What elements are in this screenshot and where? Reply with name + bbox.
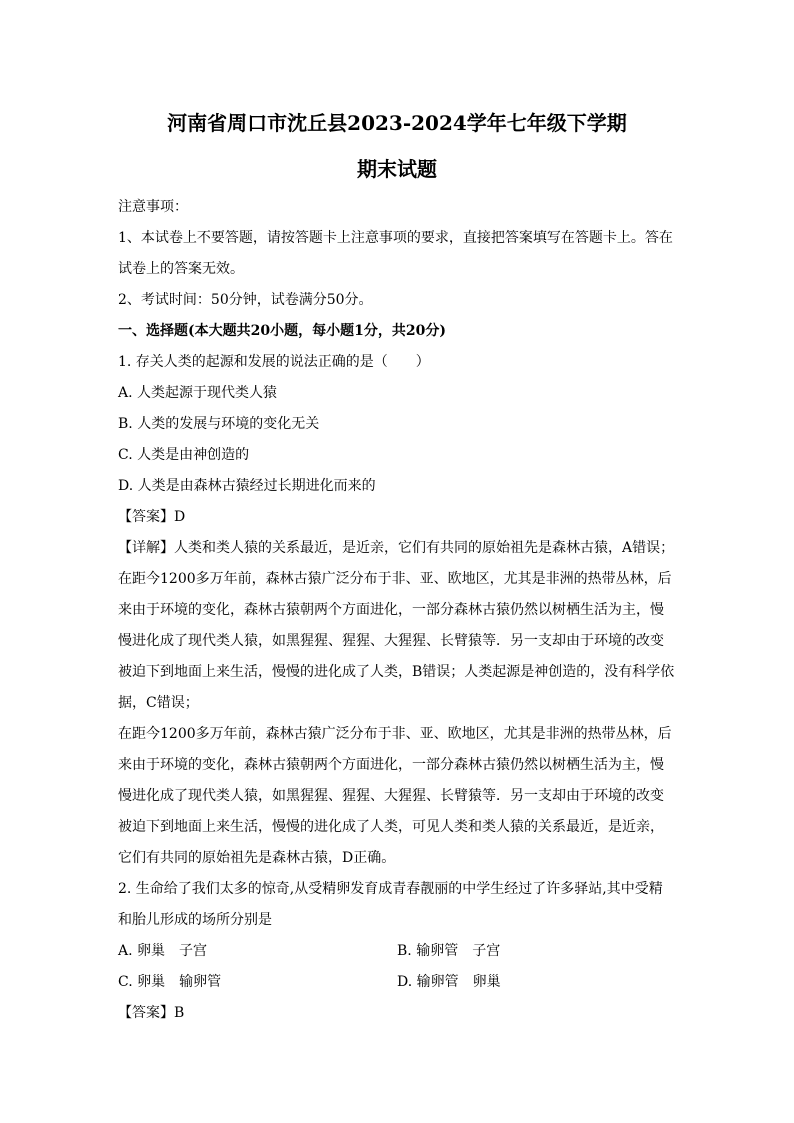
section-heading: 一、选择题(本大题共20小题，每小题1分，共20分): [118, 323, 446, 339]
question-1-detail: [118, 533, 676, 719]
notice-heading: 注意事项：: [118, 199, 188, 215]
question-1-option-b: B. 人类的发展与环境的变化无关: [118, 416, 320, 432]
answer-label: 【答案】: [118, 1005, 174, 1021]
question-2-option-d: D. 输卵管 卵巢: [397, 974, 501, 990]
question-2-options-row-1: [118, 936, 676, 967]
answer-label: 【答案】: [118, 509, 174, 525]
question-1-answer: [118, 502, 676, 533]
detail-label: 【详解】: [118, 540, 174, 556]
question-2-option-a: A. 卵巢 子宫: [118, 943, 208, 959]
question-1-option-d: D. 人类是由森林古猿经过长期进化而来的: [118, 478, 376, 494]
question-2-option-c: C. 卵巢 输卵管: [118, 974, 222, 990]
detail-text-1: 人类和类人猿的关系最近，是近亲，它们有共同的原始祖先是森林古猿，A错误；在距今1200多万年前，森林古猿广泛分布于非、亚、欧地区，尤其是非洲的热带丛林，后来由于环境的变化，森林古猿朝两个方面进化，一部分森林古猿仍然以树栖生活为主，慢慢进化成了现代类人猿，如黑猩猩、猩猩、大猩猩、长臂猿等．另一支却由于环境的改变被迫下到地面上来生活，慢慢的进化成了人类，B错误；人类起源是神创造的，没有科学依据，C错误；: [118, 540, 675, 711]
question-2-stem: 2. 生命给了我们太多的惊奇,从受精卵发育成青春靓丽的中学生经过了许多驿站,其中受精和胎儿形成的场所分别是: [118, 881, 663, 928]
question-1-option-a: A. 人类起源于现代类人猿: [118, 385, 278, 401]
notice-item-1: 1、本试卷上不要答题，请按答题卡上注意事项的要求，直接把答案填写在答题卡上。答在试卷上的答案无效。: [118, 230, 673, 277]
answer-value: B: [174, 1005, 185, 1021]
question-2-options-row-2: [118, 967, 676, 998]
page-title-line2: 期末试题: [357, 157, 437, 181]
answer-value: D: [174, 509, 186, 525]
question-1-detail-2: 在距今1200多万年前，森林古猿广泛分布于非、亚、欧地区，尤其是非洲的热带丛林，后来由于环境的变化，森林古猿朝两个方面进化，一部分森林古猿仍然以树栖生活为主，慢慢进化成了现代类人猿，如黑猩猩、猩猩、大猩猩、长臂猿等．另一支却由于环境的改变被迫下到地面上来生活，慢慢的进化成了人类，可见人类和类人猿的关系最近，是近亲，它们有共同的原始祖先是森林古猿，D正确。: [118, 726, 672, 866]
question-1-option-c: C. 人类是由神创造的: [118, 447, 250, 463]
page-title-line1: 河南省周口市沈丘县2023-2024学年七年级下学期: [167, 111, 627, 135]
notice-item-2: 2、考试时间：50分钟，试卷满分50分。: [118, 292, 373, 308]
question-1-stem: 1. 存关人类的起源和发展的说法正确的是（ ）: [118, 354, 430, 370]
question-2-option-b: B. 输卵管 子宫: [397, 943, 501, 959]
question-2-answer: [118, 998, 676, 1029]
